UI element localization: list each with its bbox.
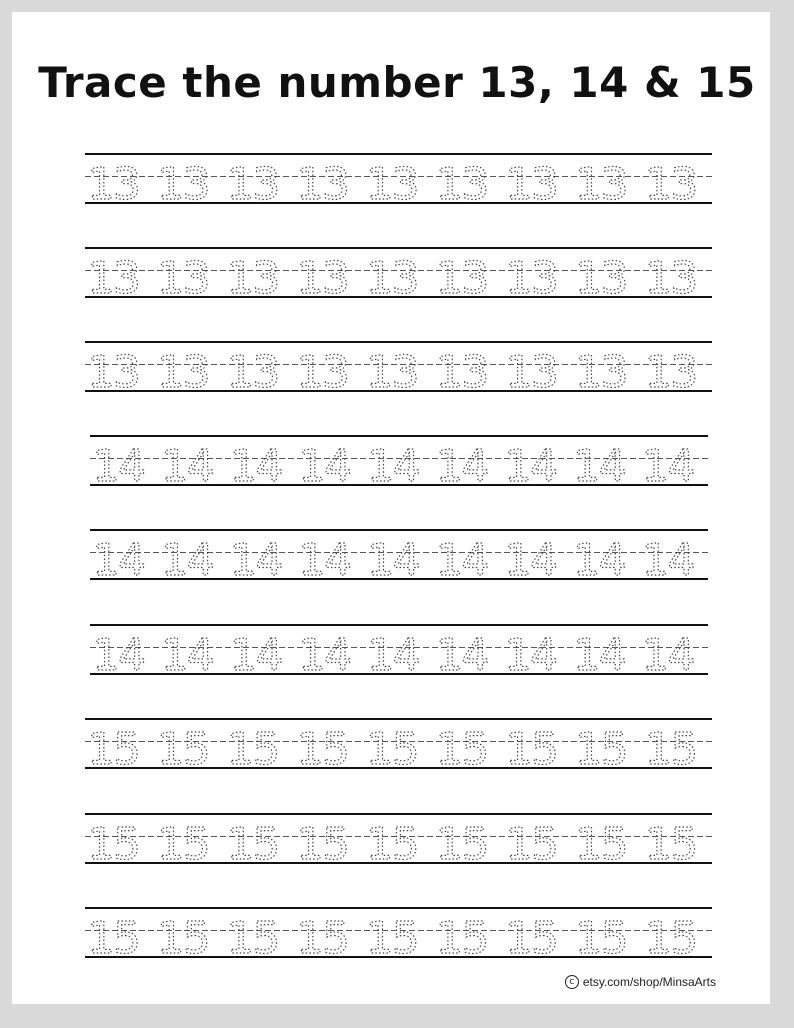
tracing-row bbox=[85, 814, 712, 870]
trace-numeral: 15 bbox=[505, 724, 557, 775]
trace-numeral: 13 bbox=[365, 253, 418, 304]
trace-numeral: 13 bbox=[574, 159, 627, 210]
trace-numeral: 14 bbox=[92, 630, 144, 681]
trace-numeral: 13 bbox=[435, 347, 488, 398]
trace-numeral: 15 bbox=[296, 819, 348, 870]
page-title: Trace the number 13, 14 & 15 bbox=[38, 58, 756, 107]
trace-numeral: 14 bbox=[641, 535, 694, 586]
trace-numeral: 14 bbox=[366, 441, 419, 492]
trace-numeral: 14 bbox=[435, 441, 488, 492]
trace-numeral: 15 bbox=[505, 913, 557, 964]
trace-numeral: 14 bbox=[160, 535, 213, 586]
trace-numeral: 13 bbox=[365, 159, 418, 210]
trace-numeral: 14 bbox=[92, 441, 144, 492]
trace-numeral: 15 bbox=[296, 724, 348, 775]
trace-numeral: 13 bbox=[296, 253, 348, 304]
trace-numeral: 13 bbox=[156, 159, 209, 210]
trace-numeral: 15 bbox=[87, 913, 139, 964]
tracing-row bbox=[90, 625, 708, 681]
trace-numeral: 15 bbox=[435, 724, 488, 775]
trace-numeral: 15 bbox=[156, 724, 209, 775]
trace-numeral: 14 bbox=[504, 441, 556, 492]
trace-numeral: 13 bbox=[435, 159, 488, 210]
trace-numeral: 14 bbox=[504, 535, 556, 586]
trace-numeral: 13 bbox=[644, 159, 697, 210]
trace-numeral: 15 bbox=[156, 913, 209, 964]
trace-numeral: 15 bbox=[574, 724, 627, 775]
trace-numeral: 15 bbox=[156, 819, 209, 870]
trace-numeral: 13 bbox=[226, 253, 279, 304]
trace-numeral: 15 bbox=[435, 819, 488, 870]
trace-numeral: 14 bbox=[229, 630, 282, 681]
tracing-row bbox=[85, 248, 712, 304]
tracing-row bbox=[90, 436, 708, 492]
trace-numeral: 14 bbox=[366, 535, 419, 586]
trace-numeral: 13 bbox=[156, 253, 209, 304]
trace-numeral: 15 bbox=[644, 819, 697, 870]
trace-numeral: 13 bbox=[226, 159, 279, 210]
trace-numeral: 14 bbox=[298, 535, 350, 586]
trace-numeral: 13 bbox=[644, 347, 697, 398]
trace-numeral: 13 bbox=[87, 159, 139, 210]
trace-numeral: 13 bbox=[574, 253, 627, 304]
tracing-row bbox=[85, 908, 712, 964]
trace-numeral: 15 bbox=[365, 913, 418, 964]
trace-numeral: 14 bbox=[435, 535, 488, 586]
trace-numeral: 13 bbox=[505, 347, 557, 398]
trace-numeral: 15 bbox=[644, 724, 697, 775]
trace-numeral: 15 bbox=[296, 913, 348, 964]
trace-numeral: 14 bbox=[572, 630, 625, 681]
trace-numeral: 13 bbox=[296, 347, 348, 398]
trace-numeral: 14 bbox=[641, 441, 694, 492]
trace-numeral: 15 bbox=[226, 913, 279, 964]
trace-numeral: 14 bbox=[160, 441, 213, 492]
trace-numeral: 14 bbox=[572, 441, 625, 492]
trace-numeral: 15 bbox=[226, 819, 279, 870]
trace-numeral: 14 bbox=[298, 441, 350, 492]
footer-credit bbox=[565, 975, 716, 989]
tracing-row bbox=[85, 342, 712, 398]
trace-numeral: 13 bbox=[505, 159, 557, 210]
trace-numeral: 15 bbox=[365, 724, 418, 775]
trace-numeral: 14 bbox=[366, 630, 419, 681]
copyright-icon: c bbox=[565, 975, 579, 989]
trace-numeral: 13 bbox=[574, 347, 627, 398]
trace-numeral: 13 bbox=[505, 253, 557, 304]
trace-numeral: 13 bbox=[87, 253, 139, 304]
trace-numeral: 13 bbox=[365, 347, 418, 398]
trace-numeral: 15 bbox=[644, 913, 697, 964]
trace-numeral: 15 bbox=[435, 913, 488, 964]
trace-numeral: 15 bbox=[505, 819, 557, 870]
tracing-row bbox=[90, 530, 708, 586]
trace-numeral: 15 bbox=[574, 913, 627, 964]
trace-numeral: 15 bbox=[87, 819, 139, 870]
tracing-row bbox=[85, 719, 712, 775]
trace-numeral: 13 bbox=[435, 253, 488, 304]
trace-numeral: 14 bbox=[92, 535, 144, 586]
tracing-row bbox=[85, 154, 712, 210]
trace-numeral: 13 bbox=[226, 347, 279, 398]
trace-numeral: 15 bbox=[574, 819, 627, 870]
trace-numeral: 14 bbox=[229, 535, 282, 586]
trace-numeral: 15 bbox=[365, 819, 418, 870]
trace-numeral: 14 bbox=[160, 630, 213, 681]
trace-numeral: 14 bbox=[572, 535, 625, 586]
trace-numeral: 14 bbox=[641, 630, 694, 681]
trace-numeral: 14 bbox=[504, 630, 556, 681]
trace-numeral: 14 bbox=[229, 441, 282, 492]
trace-numeral: 13 bbox=[156, 347, 209, 398]
trace-numeral: 13 bbox=[296, 159, 348, 210]
trace-numeral: 15 bbox=[87, 724, 139, 775]
trace-numeral: 14 bbox=[435, 630, 488, 681]
trace-numeral: 13 bbox=[87, 347, 139, 398]
credit-text: etsy.com/shop/MinsaArts bbox=[582, 975, 716, 989]
trace-numeral: 13 bbox=[644, 253, 697, 304]
trace-numeral: 14 bbox=[298, 630, 350, 681]
trace-numeral: 15 bbox=[226, 724, 279, 775]
